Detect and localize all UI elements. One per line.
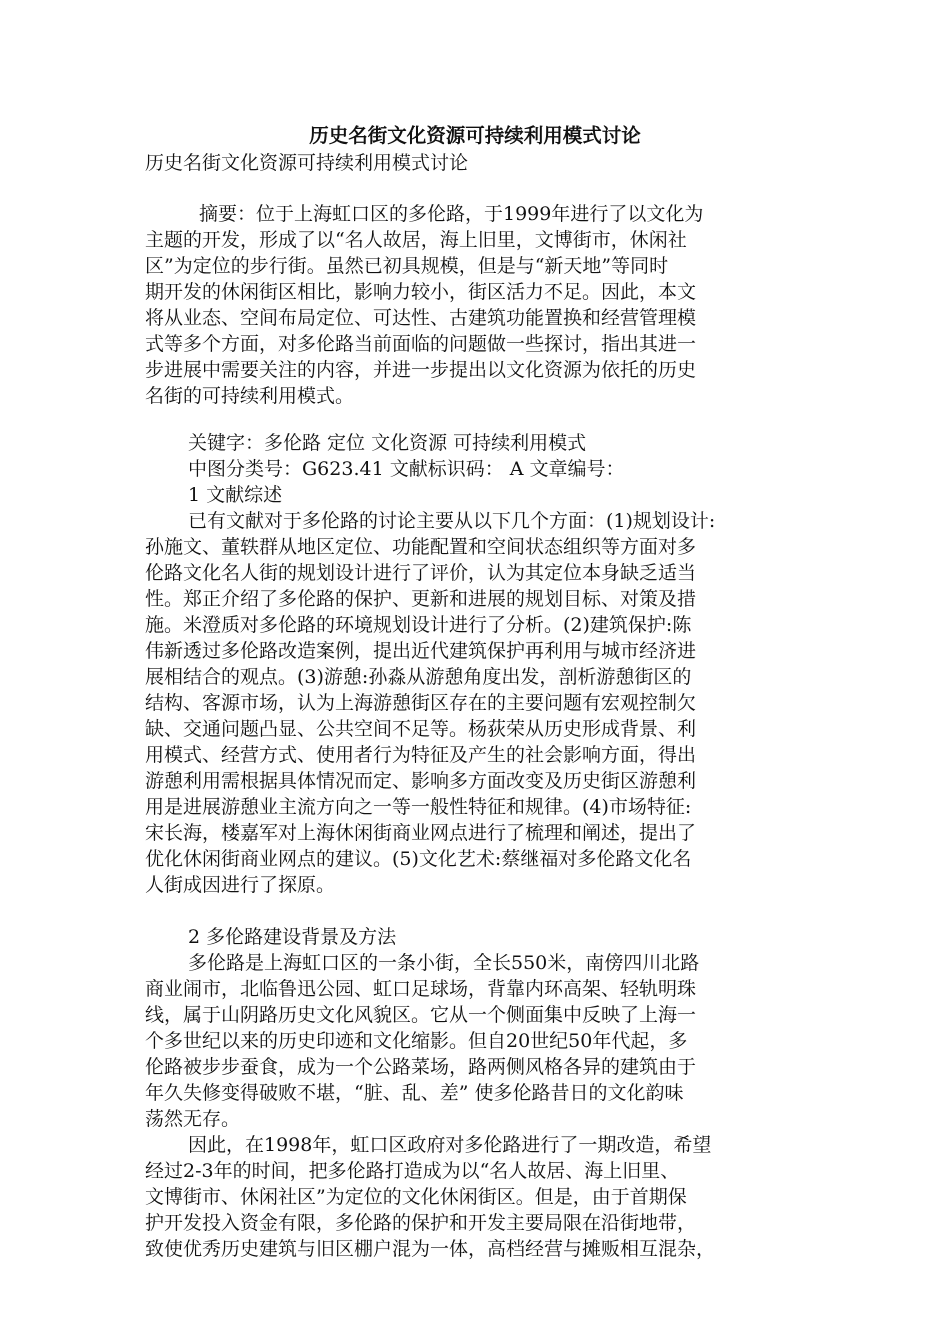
section-2-line: 线，属于山阴路历史文化风貌区。它从一个侧面集中反映了上海一 bbox=[145, 1004, 697, 1026]
section-1-line: 孙施文、董轶群从地区定位、功能配置和空间状态组织等方面对多 bbox=[145, 536, 697, 558]
section-1-line: 施。米澄质对多伦路的环境规划设计进行了分析。(2)建筑保护:陈 bbox=[145, 614, 692, 636]
section-2-line: 因此，在1998年，虹口区政府对多伦路进行了一期改造，希望 bbox=[188, 1134, 712, 1156]
section-1-line: 用是进展游憩业主流方向之一等一般性特征和规律。(4)市场特征: bbox=[145, 796, 692, 818]
document-subtitle: 历史名街文化资源可持续利用模式讨论 bbox=[145, 152, 469, 174]
section-1-line: 展相结合的观点。(3)游憩:孙淼从游憩角度出发，剖析游憩街区的 bbox=[145, 666, 692, 688]
section-2-line: 护开发投入资金有限，多伦路的保护和开发主要局限在沿街地带， bbox=[145, 1212, 697, 1234]
section-1-line: 性。郑正介绍了多伦路的保护、更新和进展的规划目标、对策及措 bbox=[145, 588, 697, 610]
section-2-line: 商业闹市，北临鲁迅公园、虹口足球场，背靠内环高架、轻轨明珠 bbox=[145, 978, 697, 1000]
abstract-line: 名街的可持续利用模式。 bbox=[145, 385, 355, 407]
section-1-line: 优化休闲街商业网点的建议。(5)文化艺术:蔡继福对多伦路文化名 bbox=[145, 848, 692, 870]
abstract-line: 步进展中需要关注的内容，并进一步提出以文化资源为依托的历史 bbox=[145, 359, 697, 381]
section-2-line: 文博街市、休闲社区”为定位的文化休闲街区。但是，由于首期保 bbox=[145, 1186, 687, 1208]
section-2-line: 个多世纪以来的历史印迹和文化缩影。但自20世纪50年代起，多 bbox=[145, 1030, 688, 1052]
abstract-line: 主题的开发，形成了以“名人故居，海上旧里，文博街市，休闲社 bbox=[145, 229, 687, 251]
abstract-line: 将从业态、空间布局定位、可达性、古建筑功能置换和经营管理模 bbox=[145, 307, 697, 329]
abstract-line: 区”为定位的步行街。虽然已初具规模，但是与“新天地”等同时 bbox=[145, 255, 669, 277]
section-2-line: 致使优秀历史建筑与旧区棚户混为一体，高档经营与摊贩相互混杂， bbox=[145, 1238, 716, 1260]
section-2-heading: 2 多伦路建设背景及方法 bbox=[188, 926, 397, 948]
section-2-line: 经过2-3年的时间，把多伦路打造成为以“名人故居、海上旧里、 bbox=[145, 1160, 680, 1182]
section-2-line: 伦路被步步蚕食，成为一个公路菜场，路两侧风格各异的建筑由于 bbox=[145, 1056, 697, 1078]
section-1-line: 游憩利用需根据具体情况而定、影响多方面改变及历史街区游憩利 bbox=[145, 770, 697, 792]
section-1-line: 伦路文化名人街的规划设计进行了评价，认为其定位本身缺乏适当 bbox=[145, 562, 697, 584]
classification-line: 中图分类号：G623.41 文献标识码： A 文章编号： bbox=[188, 458, 625, 480]
section-2-line: 年久失修变得破败不堪，“脏、乱、差” 使多伦路昔日的文化韵味 bbox=[145, 1082, 684, 1104]
section-2-line: 多伦路是上海虹口区的一条小街，全长550米，南傍四川北路 bbox=[188, 952, 700, 974]
section-1-line: 缺、交通问题凸显、公共空间不足等。杨荻荣从历史形成背景、利 bbox=[145, 718, 697, 740]
document-title: 历史名街文化资源可持续利用模式讨论 bbox=[309, 124, 641, 147]
abstract-line: 式等多个方面，对多伦路当前面临的问题做一些探讨，指出其进一 bbox=[145, 333, 697, 355]
section-1-heading: 1 文献综述 bbox=[188, 484, 283, 506]
section-1-line: 宋长海，楼嘉军对上海休闲街商业网点进行了梳理和阐述，提出了 bbox=[145, 822, 697, 844]
section-1-line: 伟新透过多伦路改造案例，提出近代建筑保护再利用与城市经济进 bbox=[145, 640, 697, 662]
section-1-line: 用模式、经营方式、使用者行为特征及产生的社会影响方面，得出 bbox=[145, 744, 697, 766]
section-1-line: 人街成因进行了探原。 bbox=[145, 874, 336, 896]
section-2-line: 荡然无存。 bbox=[145, 1108, 241, 1130]
abstract-line: 摘要：位于上海虹口区的多伦路，于1999年进行了以文化为 bbox=[199, 203, 704, 225]
section-1-line: 已有文献对于多伦路的讨论主要从以下几个方面：(1)规划设计: bbox=[188, 510, 716, 532]
keywords-line: 关键字：多伦路 定位 文化资源 可持续利用模式 bbox=[188, 432, 587, 454]
section-1-line: 结构、客源市场，认为上海游憩街区存在的主要问题有宏观控制欠 bbox=[145, 692, 697, 714]
abstract-line: 期开发的休闲街区相比，影响力较小，街区活力不足。因此，本文 bbox=[145, 281, 697, 303]
